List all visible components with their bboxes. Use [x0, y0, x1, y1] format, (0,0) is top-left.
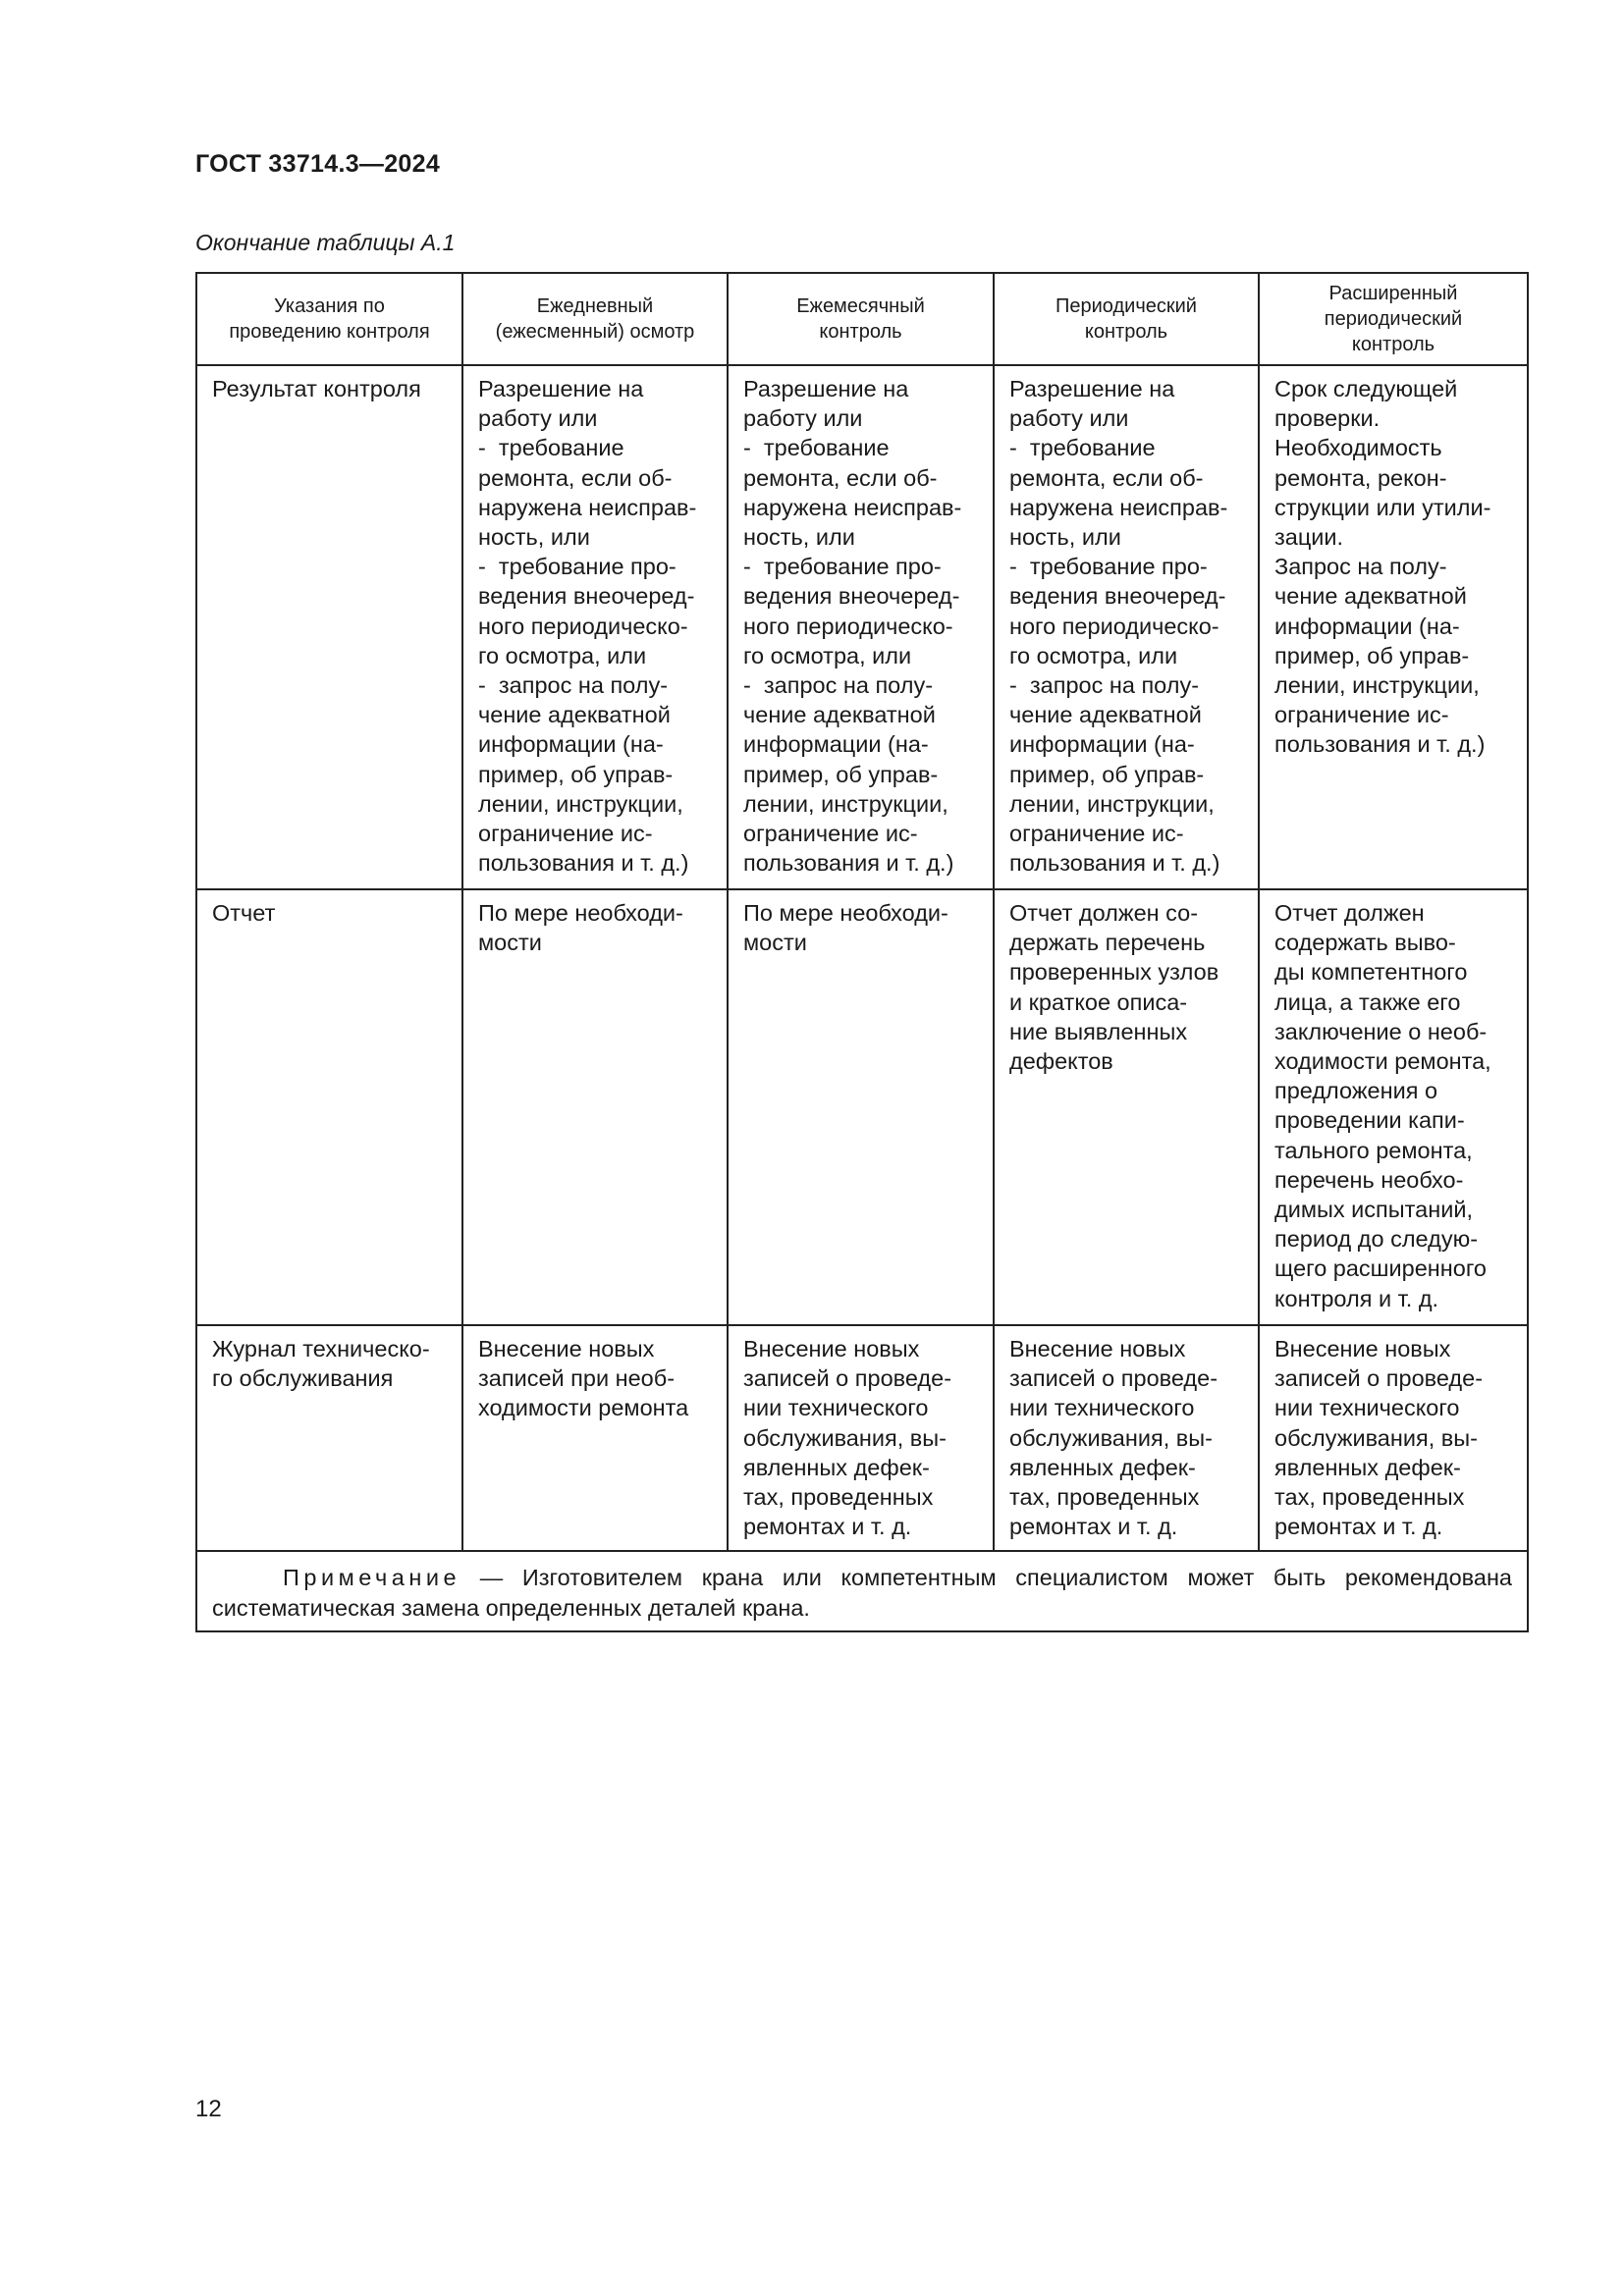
table-cell [196, 889, 462, 1325]
page-number: 12 [195, 2096, 222, 2122]
table-cell [196, 1325, 462, 1551]
cell-text: Внесение новых записей о проведе- нии технического обслуживания, вы- явленных дефек- тах, проведенных ремонтах и т. д. [1274, 1336, 1484, 1540]
note-label: Примечание [283, 1565, 461, 1590]
table-row [196, 365, 1528, 889]
header-cell [462, 273, 728, 365]
table-cell [462, 889, 728, 1325]
table-cell [994, 365, 1259, 889]
row-label: Журнал техническо- го обслуживания [212, 1336, 430, 1392]
table-note [197, 1552, 1527, 1629]
header-cell [196, 273, 462, 365]
table-row [196, 889, 1528, 1325]
header-monthly: Ежемесячный контроль [796, 295, 925, 343]
table-cell [994, 889, 1259, 1325]
cell-text: Разрешение на работу или - требование ремонта, если об- наружена неисправ- ность, или - требование про- ведения внеочеред- ного периодическо- го осмотра, или - запрос на полу- чение адекватной информации (на- пример, об управ- лении, инструкции, ограничение ис- пользования и т. д.) [1009, 376, 1228, 877]
cell-text: Внесение новых записей о проведе- нии технического обслуживания, вы- явленных дефек- тах, проведенных ремонтах и т. д. [743, 1336, 952, 1540]
table-cell [728, 1325, 994, 1551]
row-label: Результат контроля [212, 376, 421, 401]
table-caption: Окончание таблицы А.1 [195, 230, 456, 255]
header-daily: Ежедневный (ежесменный) осмотр [495, 295, 695, 343]
note-dash: — [460, 1565, 522, 1590]
table-cell [728, 365, 994, 889]
header-instructions: Указания по проведению контроля [229, 295, 430, 343]
cell-text: Разрешение на работу или - требование ремонта, если об- наружена неисправ- ность, или - требование про- ведения внеочеред- ного периодическо- го осмотра, или - запрос на полу- чение адекватной информации (на- пример, об управ- лении, инструкции, ограничение ис- пользования и т. д.) [743, 376, 962, 877]
header-cell [728, 273, 994, 365]
table-cell [728, 889, 994, 1325]
note-text-line-2: систематическая замена определенных деталей крана. [212, 1594, 810, 1621]
table-note-row [196, 1551, 1528, 1631]
header-extended: Расширенный периодический контроль [1324, 283, 1463, 355]
table-cell [1259, 1325, 1528, 1551]
note-text-line-1: Изготовителем крана или компетентным специалистом может быть рекомендована [521, 1565, 1512, 1590]
header-periodic: Периодический контроль [1056, 295, 1197, 343]
document-code: ГОСТ 33714.3—2024 [195, 150, 441, 178]
table-header-row [196, 273, 1528, 365]
inspection-table [195, 272, 1529, 1632]
cell-text: Разрешение на работу или - требование ремонта, если об- наружена неисправ- ность, или - требование про- ведения внеочеред- ного периодическо- го осмотра, или - запрос на полу- чение адекватной информации (на- пример, об управ- лении, инструкции, ограничение ис- пользования и т. д.) [478, 376, 697, 877]
cell-text: Внесение новых записей о проведе- нии технического обслуживания, вы- явленных дефек- тах, проведенных ремонтах и т. д. [1009, 1336, 1218, 1540]
table-row [196, 1325, 1528, 1551]
table-note-cell [196, 1551, 1528, 1631]
cell-text: По мере необходи- мости [743, 900, 948, 956]
cell-text: Отчет должен со- держать перечень проверенных узлов и краткое описа- ние выявленных дефектов [1009, 900, 1219, 1075]
cell-text: Срок следующей проверки. Необходимость ремонта, рекон- струкции или утили- зации. Запрос на полу- чение адекватной информации (на- пример, об управ- лении, инструкции, ограничение ис- пользования и т. д.) [1274, 376, 1491, 758]
note-first-line [212, 1563, 1512, 1593]
table-cell [196, 365, 462, 889]
cell-text: Внесение новых записей при необ- ходимости ремонта [478, 1336, 689, 1421]
header-cell [1259, 273, 1528, 365]
header-cell [994, 273, 1259, 365]
cell-text: По мере необходи- мости [478, 900, 683, 956]
table-cell [462, 1325, 728, 1551]
table-cell [1259, 365, 1528, 889]
table-cell [462, 365, 728, 889]
row-label: Отчет [212, 900, 276, 926]
cell-text: Отчет должен содержать выво- ды компетентного лица, а также его заключение о необ- ходимости ремонта, предложения о проведении капи- тального ремонта, перечень необхо- димых испытаний, период до следую- щего расширенного контроля и т. д. [1274, 900, 1491, 1311]
table-cell [994, 1325, 1259, 1551]
table-cell [1259, 889, 1528, 1325]
